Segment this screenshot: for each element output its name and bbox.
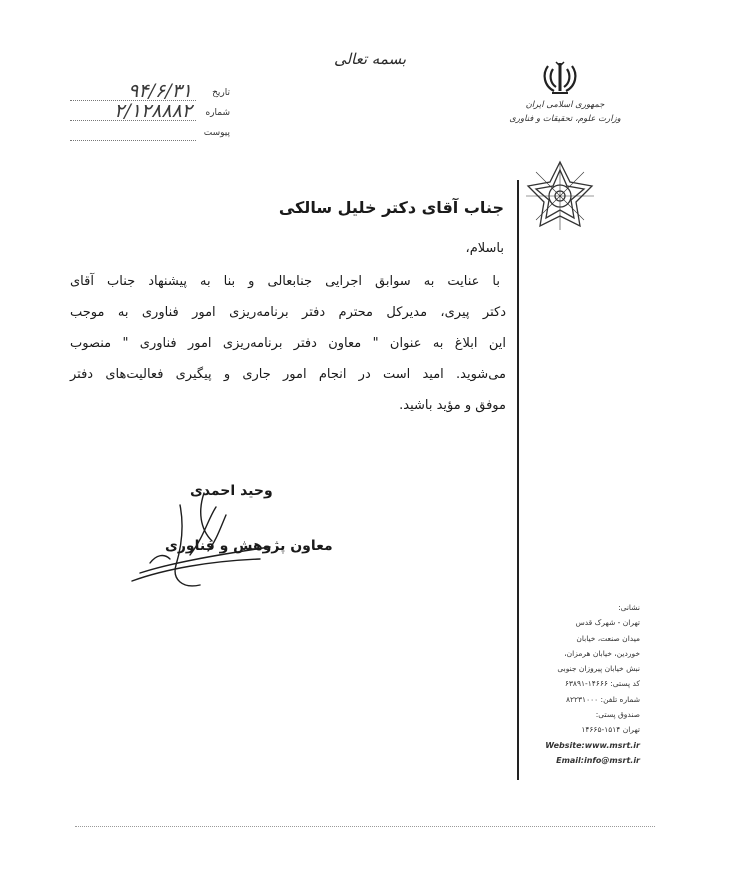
ministry-line-2: وزارت علوم، تحقیقات و فناوری bbox=[509, 114, 621, 124]
date-label: تاریخ bbox=[212, 88, 230, 98]
handwritten-signature bbox=[120, 485, 280, 600]
body-line: موفق و مؤید باشید. bbox=[399, 398, 506, 413]
national-emblem-icon bbox=[540, 60, 580, 96]
body-line: با عنایت به سوابق اجرایی جنابعالی و بنا به پیشنهاد جناب آقای bbox=[70, 274, 500, 289]
letter-body bbox=[70, 198, 510, 421]
date-row bbox=[70, 82, 230, 102]
address-line: تهران ۱۵۱۴-۱۴۶۶۵ bbox=[581, 725, 640, 735]
address-line: نبش خیابان پیروزان جنوبی bbox=[557, 664, 640, 674]
attachment-label: پیوست bbox=[203, 128, 230, 138]
address-line: کد پستی: ۱۴۶۶۶-۶۳۸۹۱ bbox=[564, 679, 640, 689]
address-line: نشانی: bbox=[618, 603, 640, 612]
recipient: جناب آقای دکتر خلیل سالکی bbox=[278, 198, 504, 217]
date-value: ۹۴/۶/۳۱ bbox=[128, 80, 192, 102]
address-line: خوردین، خیابان هرمزان، bbox=[564, 648, 640, 658]
number-label: شماره bbox=[205, 108, 230, 118]
signatory-title: معاون پژوهش و فناوری bbox=[165, 538, 333, 554]
ministry-line-1: جمهوری اسلامی ایران bbox=[525, 100, 605, 110]
address-line: شماره تلفن: ۸۲۲۳۱۰۰۰ bbox=[565, 694, 640, 704]
letter-meta bbox=[70, 82, 230, 142]
body-line: دکتر پیری، مدیرکل محترم دفتر برنامه‌ریزی امور فناوری به موجب bbox=[70, 305, 506, 320]
star-ornament-icon bbox=[524, 160, 596, 232]
website-link[interactable]: Website:www.msrt.ir bbox=[545, 740, 640, 750]
address-block bbox=[520, 600, 640, 768]
number-line bbox=[70, 120, 196, 121]
greeting: باسلام، bbox=[465, 241, 504, 256]
number-value: ۲/۱۲۸۸۸۲ bbox=[114, 100, 192, 122]
body-line: می‌شوید. امید است در انجام امور جاری و پیگیری فعالیت‌های دفتر bbox=[70, 367, 506, 382]
invocation-heading: بسمه تعالی bbox=[333, 50, 407, 68]
bottom-divider bbox=[75, 826, 655, 827]
address-line: تهران - شهرک قدس bbox=[575, 618, 640, 628]
number-row bbox=[70, 102, 230, 122]
email-link[interactable]: Email:info@msrt.ir bbox=[556, 755, 640, 765]
address-line: صندوق پستی: bbox=[595, 710, 640, 720]
attachment-line bbox=[70, 140, 196, 141]
body-line: این ابلاغ به عنوان " معاون دفتر برنامه‌ریزی امور فناوری " منصوب bbox=[70, 336, 506, 351]
vertical-divider bbox=[517, 180, 519, 780]
ministry-name bbox=[505, 98, 625, 126]
address-line: میدان صنعت، خیابان bbox=[576, 633, 640, 643]
attachment-row bbox=[70, 122, 230, 142]
signatory-name: وحید احمدی bbox=[190, 483, 273, 499]
